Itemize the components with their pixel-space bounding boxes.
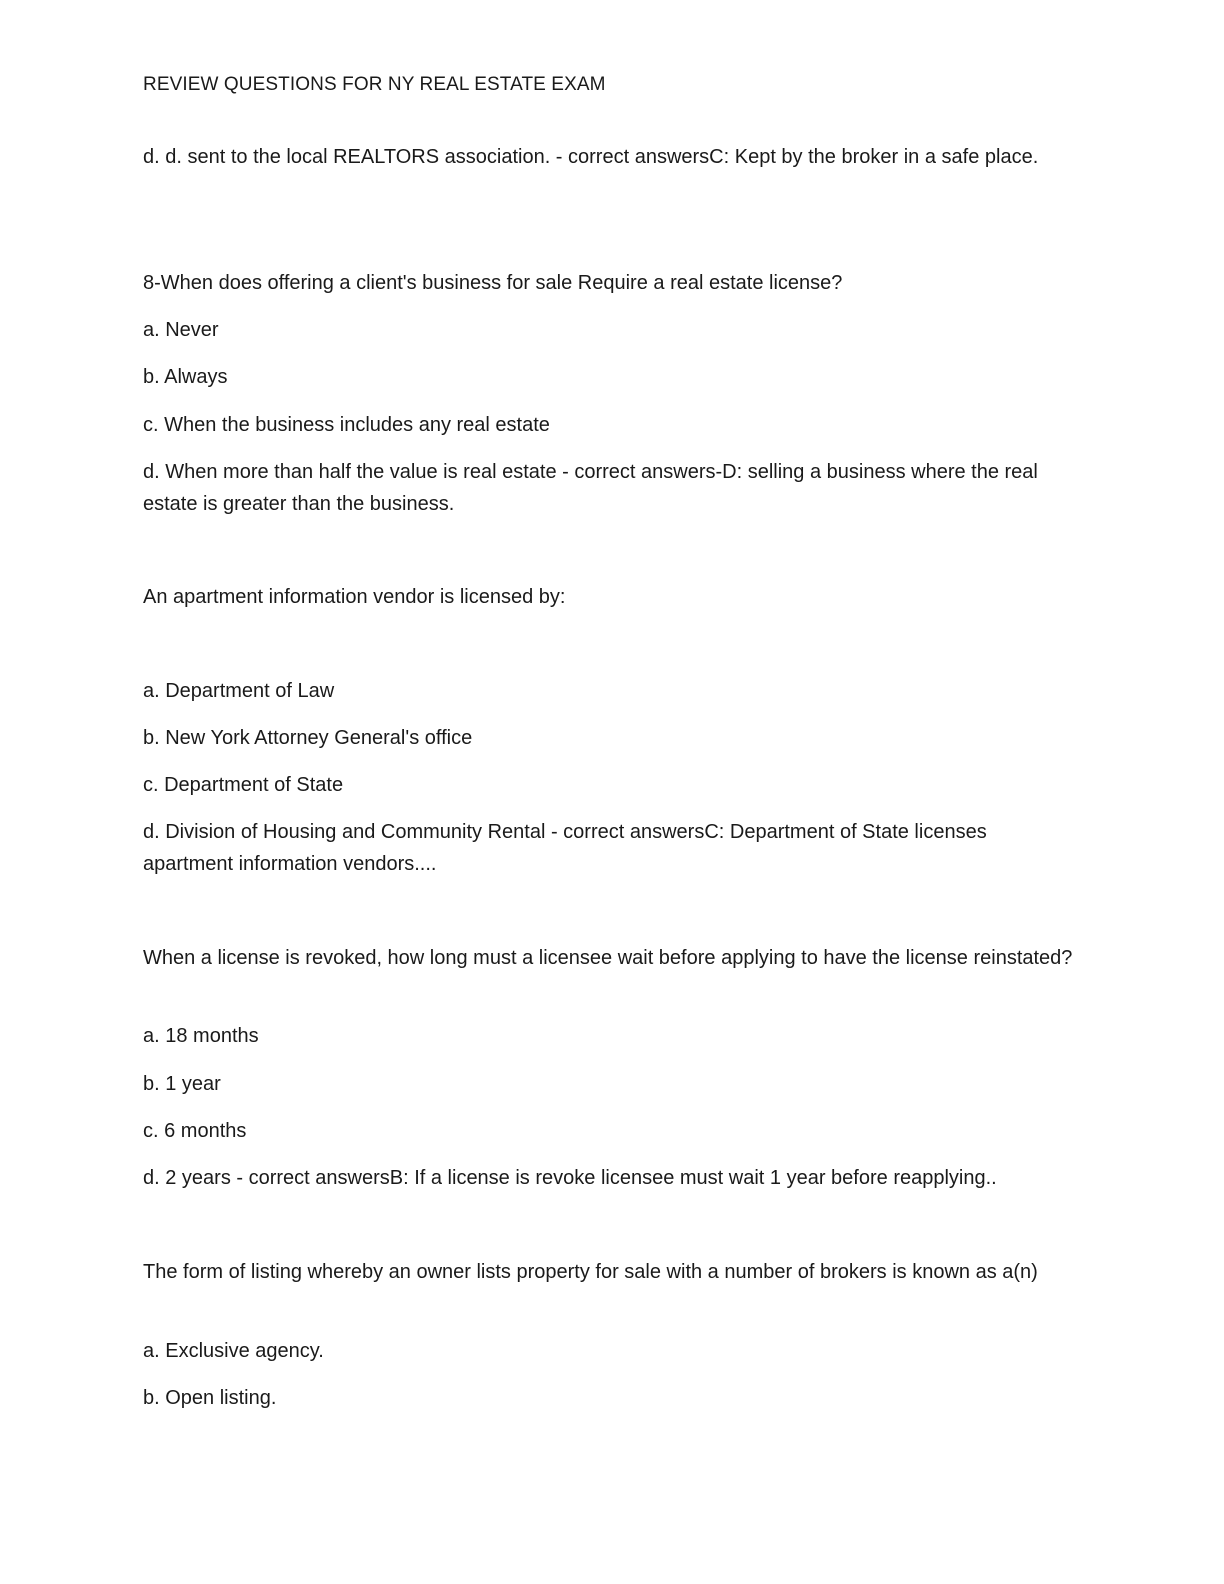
option-d-with-answer: d. 2 years - correct answersB: If a license is revoke licensee must wait 1 year before reapplying..: [143, 1167, 997, 1189]
option-c: c. Department of State: [143, 774, 344, 796]
option-b: b. Open listing.: [143, 1387, 277, 1409]
option-a: a. Department of Law: [143, 680, 335, 702]
option-c: c. 6 months: [143, 1120, 247, 1142]
option-d-with-answer: d. When more than half the value is real estate - correct answers-D: selling a business where the real estate is greater than the business.: [143, 461, 1038, 515]
page-header: REVIEW QUESTIONS FOR NY REAL ESTATE EXAM: [143, 74, 606, 95]
option-a: a. Exclusive agency.: [143, 1340, 324, 1362]
question-business-sale: 8-When does offering a client's business for sale Require a real estate license?: [143, 272, 843, 294]
option-b: b. New York Attorney General's office: [143, 727, 473, 749]
option-c: c. When the business includes any real estate: [143, 414, 550, 436]
option-b: b. 1 year: [143, 1073, 221, 1095]
question-listing-form: The form of listing whereby an owner lists property for sale with a number of brokers is known as a(n): [143, 1261, 1038, 1283]
option-d-with-answer: d. Division of Housing and Community Rental - correct answersC: Department of State licenses apartment information vendors....: [143, 821, 987, 875]
option-a: a. 18 months: [143, 1025, 259, 1047]
question-license-revoked: When a license is revoked, how long must a licensee wait before applying to have the license reinstated?: [143, 947, 1073, 969]
answer-line-prev-question: d. d. sent to the local REALTORS association. - correct answersC: Kept by the broker in a safe place.: [143, 146, 1039, 168]
question-apartment-vendor: An apartment information vendor is licensed by:: [143, 586, 566, 608]
option-a: a. Never: [143, 319, 219, 341]
option-b: b. Always: [143, 366, 228, 388]
